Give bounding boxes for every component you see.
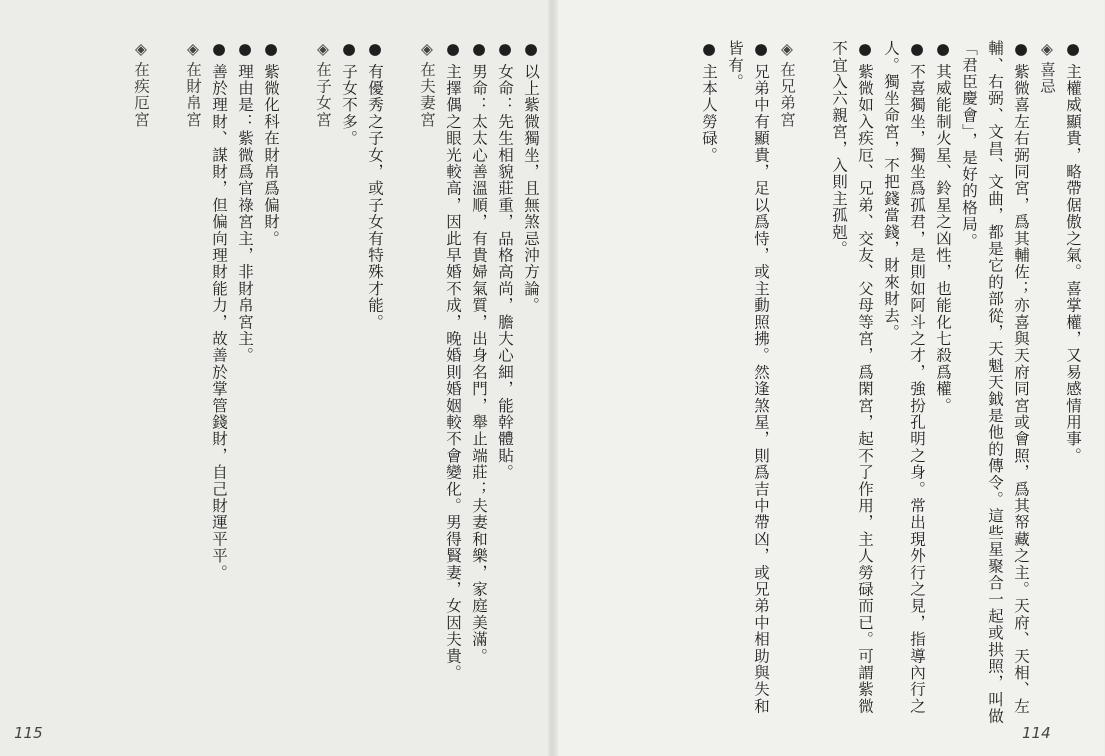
blank-line	[284, 40, 310, 730]
text-line	[232, 40, 258, 730]
section-heading	[310, 40, 336, 730]
line-text: 紫微如入疾厄、兄弟、交友、父母等宮，爲閑宮，起不了作用，主人勞碌而已。可謂紫微不宜入六親宮，入則主孤剋。	[830, 40, 874, 715]
line-text: 善於理財、謀財，但偏向理財能力，故善於掌管錢財，自己財運平平。	[210, 63, 228, 581]
line-text: 兄弟中有顯貴，足以爲恃，或主動照拂。然逢煞星，則爲吉中帶凶，或兄弟中相助與失和皆有。	[726, 40, 770, 715]
bullet-icon: ●	[262, 40, 280, 60]
bullet-icon: ●	[366, 40, 384, 60]
heading-text: 在疾厄宮	[132, 61, 150, 129]
page-114-text	[696, 40, 1086, 730]
blank-line	[800, 40, 826, 730]
blank-line	[388, 40, 414, 730]
diamond-icon: ◈	[1038, 40, 1056, 60]
diamond-icon: ◈	[184, 40, 202, 60]
section-heading	[180, 40, 206, 730]
section-heading	[1034, 40, 1060, 730]
line-text: 紫微喜左右弼同宮，爲其輔佐；亦喜與天府同宮或會照，爲其帑藏之主。天府、天相、左輔、右弼、文昌、文曲，都是它的部從，天魁天鉞是他的傳令。這些星聚合一起或拱照，叫做「君臣慶會」，是好的格局。	[960, 40, 1030, 725]
line-text: 以上紫微獨坐，且無煞忌沖方論。	[522, 63, 540, 314]
bullet-icon: ●	[934, 40, 952, 60]
diamond-icon: ◈	[778, 40, 796, 60]
bullet-icon: ●	[856, 40, 874, 60]
heading-text: 在兄弟宮	[778, 61, 796, 129]
line-text: 主擇偶之眼光較高，因此早婚不成，晚婚則婚姻較不會變化。男得賢妻，女因夫貴。	[444, 63, 462, 682]
text-line	[722, 40, 774, 730]
blank-line	[154, 40, 180, 730]
line-text: 有優秀之子女，或子女有特殊才能。	[366, 63, 384, 331]
bullet-icon: ●	[1064, 40, 1082, 60]
text-line	[826, 40, 878, 730]
line-text: 不喜獨坐，獨坐爲孤君，是則如阿斗之才，強扮孔明之身。常出現外行之見，指導內行之人。獨坐命宮，不把錢當錢，財來財去。	[882, 40, 926, 715]
section-heading	[774, 40, 800, 730]
text-line	[518, 40, 544, 730]
line-text: 子女不多。	[340, 63, 358, 147]
book-gutter	[548, 0, 558, 756]
line-text: 其威能制火星、鈴星之凶性，也能化七殺爲權。	[934, 63, 952, 414]
page-115	[0, 0, 552, 756]
heading-text: 在財帛宮	[184, 61, 202, 129]
heading-text: 在夫妻宮	[418, 61, 436, 129]
heading-text: 喜忌	[1038, 61, 1056, 95]
bullet-icon: ●	[210, 40, 228, 60]
page-115-text	[128, 40, 544, 730]
text-line	[466, 40, 492, 730]
page-number: 115	[14, 724, 43, 742]
heading-text: 在子女宮	[314, 61, 332, 129]
line-text: 男命：太太心善溫順，有貴婦氣質，出身名門，舉止端莊；夫妻和樂，家庭美滿。	[470, 63, 488, 665]
text-line	[258, 40, 284, 730]
line-text: 主本人勞碌。	[700, 63, 718, 164]
bullet-icon: ●	[1012, 40, 1030, 60]
text-line	[696, 40, 722, 730]
page-114	[552, 0, 1104, 756]
bullet-icon: ●	[700, 40, 718, 60]
line-text: 主權威顯貴，略帶倨傲之氣。喜掌權，又易感情用事。	[1064, 63, 1082, 465]
section-heading	[414, 40, 440, 730]
line-text: 女命：先生相貌莊重，品格高尚，膽大心細，能幹體貼。	[496, 63, 514, 481]
text-line	[492, 40, 518, 730]
bullet-icon: ●	[340, 40, 358, 60]
text-line	[440, 40, 466, 730]
line-text: 理由是：紫微爲官祿宮主，非財帛宮主。	[236, 63, 254, 364]
bullet-icon: ●	[470, 40, 488, 60]
text-line	[878, 40, 930, 730]
text-line	[930, 40, 956, 730]
bullet-icon: ●	[496, 40, 514, 60]
diamond-icon: ◈	[314, 40, 332, 60]
bullet-icon: ●	[236, 40, 254, 60]
text-line	[956, 40, 1034, 730]
section-heading	[128, 40, 154, 730]
diamond-icon: ◈	[418, 40, 436, 60]
diamond-icon: ◈	[132, 40, 150, 60]
text-line	[362, 40, 388, 730]
text-line	[1060, 40, 1086, 730]
line-text: 紫微化科在財帛爲偏財。	[262, 63, 280, 247]
page-number: 114	[1022, 724, 1051, 742]
text-line	[206, 40, 232, 730]
text-line	[336, 40, 362, 730]
bullet-icon: ●	[908, 40, 926, 60]
bullet-icon: ●	[522, 40, 540, 60]
bullet-icon: ●	[752, 40, 770, 60]
bullet-icon: ●	[444, 40, 462, 60]
